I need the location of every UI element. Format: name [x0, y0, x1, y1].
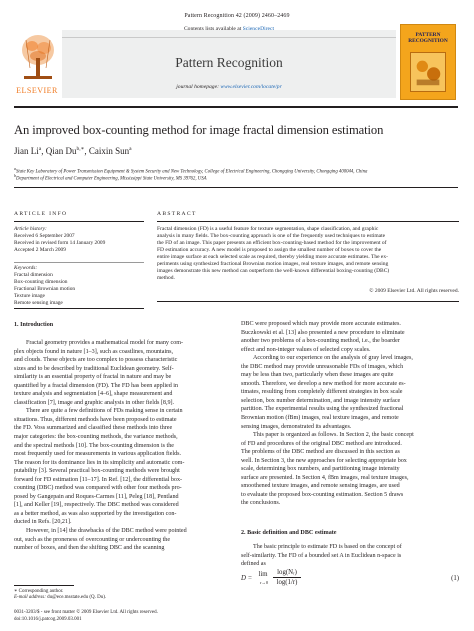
body-line: another two problems of a box-counting method, i.e., the boarder — [241, 338, 400, 345]
equation-lhs: D = — [241, 575, 253, 582]
body-line: similarity is an essential property of fractal in nature and may be — [14, 374, 172, 381]
body-line: and clouds. These objects are too complex to possess characteristic — [14, 357, 178, 364]
keyword: Remote sensing image — [14, 300, 63, 306]
author-mark: b,∗ — [76, 146, 85, 152]
footnote-rule — [14, 585, 74, 586]
body-line: most frequently used for measurements in various application fields. — [14, 451, 182, 458]
email-note — [14, 595, 106, 600]
body-line: situations. Thus, different methods have been proposed to estimate — [14, 416, 177, 423]
contents-prefix: Contents lists available at — [183, 26, 243, 32]
body-line: smooth. Therefore, we develop a new method for more accurate es- — [241, 380, 406, 387]
elsevier-logo[interactable] — [14, 30, 60, 98]
affiliation-mark: b — [14, 173, 16, 178]
email-label: E-mail address: — [14, 595, 48, 600]
affiliation-text: Department of Electrical and Computer Engineering, Mississippi State University, MS 39762, USA — [16, 176, 207, 182]
homepage-prefix: journal homepage: — [176, 84, 221, 90]
body-line: plex objects found in nature [1–3], such as coastlines, mountains, — [14, 348, 174, 355]
body-line: the DBC method may provide unreasonable FDs of images, which — [241, 363, 404, 370]
author-name[interactable]: Caixin Sun — [88, 146, 130, 156]
abstract-line: analysis in many fields. The box-counting approach is one of the frequently used techniques to estimate — [157, 232, 386, 239]
cover-art-icon — [410, 52, 446, 92]
section-body — [241, 543, 459, 569]
contents-line — [62, 26, 396, 32]
body-line: DBC were proposed which may provide more accurate estimates. — [241, 321, 401, 327]
article-info-divider — [14, 262, 144, 263]
body-line: smoothened texture images, and remote sensing images, are used — [241, 483, 400, 490]
abstract-bottom-rule — [157, 301, 459, 302]
keyword: Box-counting dimension — [14, 279, 68, 285]
body-line: may be less than two, particularly when these images are quite — [241, 372, 394, 379]
body-line: There are quite a few definitions of FDs making sense in certain — [26, 408, 183, 415]
section-heading: 2. Basic definition and DBC estimate — [241, 530, 337, 536]
abstract-line: images demonstrate this new method can outperform the well-known differential boxing-counting (DBC) — [157, 267, 390, 274]
author-mark: a — [38, 146, 42, 152]
abstract-line: the FD of an image. This paper presents an efficient box-counting-based method for the improvement of — [157, 239, 387, 246]
abstract-line: method. — [157, 274, 175, 281]
body-line: sensing images, demonstrated its advantages. — [241, 423, 352, 430]
body-line: major categories: the box-counting methods, the variance methods, — [14, 434, 178, 441]
body-line: According to our experience on the analysis of gray level images, — [253, 355, 413, 362]
body-line: This paper is organized as follows. In Section 2, the basic concept — [253, 432, 414, 439]
abstract-line: Fractal dimension (FD) is a useful feature for texture segmentation, shape classification, and graphic — [157, 226, 379, 232]
affiliation — [14, 173, 464, 182]
keyword: Texture image — [14, 293, 45, 299]
publisher-name: ELSEVIER — [16, 86, 58, 95]
section-body — [14, 339, 227, 553]
body-line: as a better method, as was also supported by the investigation con- — [14, 510, 177, 517]
elsevier-tree-icon — [18, 30, 58, 84]
equation-fraction — [273, 569, 301, 586]
equation-denominator: log(1/r) — [276, 579, 298, 586]
body-line: partition. The experimental results using the synthesized fractional — [241, 406, 404, 413]
body-line: defined as — [241, 561, 266, 568]
body-line: Buczkowski et al. [13] also presented a new procedure to eliminate — [241, 329, 405, 336]
body-line: texture analysis and segmentation [4–6], shape measurement and — [14, 391, 173, 398]
author-list: Jian Li$^a$, Qian $Du^{b,∗}$, Caixin Sun$^a$ — [14, 146, 132, 156]
body-line: sizes and to be described by traditional Euclidean geometry. Self- — [14, 365, 174, 372]
body-line: quantified by a fractal dimension (FD). The FD has been applied in — [14, 382, 179, 389]
journal-homepage — [62, 84, 396, 90]
copyright-notice: © 2009 Elsevier Ltd. All rights reserved. — [369, 288, 459, 294]
doi-link[interactable]: doi:10.1016/j.patcog.2009.03.001 — [14, 617, 82, 622]
corresponding-author-note: ∗ Corresponding author. — [14, 589, 64, 594]
body-line: of FD and procedures of the original DBC method are introduced. — [241, 440, 402, 447]
body-line: effect and non-integer values of selected copy scales. — [241, 346, 371, 353]
journal-title[interactable]: Pattern Recognition — [175, 55, 283, 70]
running-head: Pattern Recognition 42 (2009) 2460–2469 — [184, 13, 290, 19]
history-item: Received 6 September 2007 — [14, 233, 75, 239]
body-line: Fractal geometry provides a mathematical model for many com- — [26, 340, 184, 346]
author-name[interactable]: Jian Li — [14, 146, 39, 156]
abstract-line: periments using synthesized fractional Brownian motion images, real texture images, and remote sensing — [157, 260, 389, 267]
homepage-link[interactable]: www.elsevier.com/locate/pr — [220, 84, 282, 90]
journal-masthead — [14, 24, 458, 104]
body-line: The problems of the DBC method are discussed in this section as — [241, 449, 400, 456]
masthead-divider — [62, 37, 396, 38]
body-line: the FD. Voss summarized and classified these methods into three — [14, 425, 173, 432]
body-line: number of boxes, and then the shifting DBC and the scanning — [14, 545, 165, 552]
keywords-label: Keywords: — [14, 265, 38, 271]
body-line: However, in [14] the drawbacks of the DBC method were pointed — [26, 528, 187, 535]
cover-title: PATTERN RECOGNITION — [408, 32, 448, 44]
author-mark: a — [129, 146, 132, 152]
body-line: [1], and Keller [19], respectively. The DBC method was considered — [14, 502, 179, 509]
body-line: and the spectral methods [10]. The box-counting dimension is the — [14, 442, 174, 449]
abstract-body — [157, 226, 459, 282]
article-info-bottom-rule — [14, 308, 144, 309]
history-item: Accepted 2 March 2009 — [14, 247, 66, 253]
body-line: scale, determining box numbers, and partitioning image intensity — [241, 466, 400, 473]
equation-limit-subscript: r→0 — [259, 580, 269, 585]
body-line: forward for FD estimation [11–17]. In Ref. [12], the differential box- — [14, 476, 183, 483]
keyword: Fractional Brownian motion — [14, 286, 76, 292]
equation-limit: lim — [258, 571, 268, 578]
equation-1 — [241, 568, 459, 590]
body-line: putability [3]. Several practical box-counting methods were brought — [14, 468, 180, 475]
article-title: An improved box-counting method for image fractal dimension estimation — [14, 123, 384, 137]
body-line: well. In Section 3, the new approaches for selecting appropriate box — [241, 457, 407, 464]
body-line: to evaluate the proposed box-counting estimation. Section 5 draws — [241, 491, 404, 498]
body-line: the conclusions. — [241, 500, 281, 507]
body-line: The basic principle to estimate FD is based on the concept of — [253, 544, 402, 550]
equation-number: (1) — [451, 575, 459, 582]
abstract-heading: ABSTRACT — [157, 211, 197, 217]
body-line: classification [7], image and graphic analysis in other fields [8,9]. — [14, 399, 175, 406]
body-line: timates, resulting from completely different strategies in box scale — [241, 389, 403, 396]
affiliation-text: State Key Laboratory of Power Transmission Equipment & System Security and New Technology, College of Electrical Engineering, Chongqing University, Chongqing 400044, China — [16, 169, 368, 175]
article-info-rule — [14, 221, 144, 222]
body-line: surface are presented. In Section 4, fBm images, real texture images, — [241, 474, 409, 481]
author-name[interactable]: Qian Du — [45, 146, 77, 156]
body-line: counting (DBC) method was compared with other four methods pro- — [14, 485, 182, 492]
body-line: The reason for its dominance lies in its simplicity and automatic com- — [14, 459, 185, 466]
journal-cover-thumbnail[interactable] — [400, 24, 456, 100]
abstract-line: entire image surface at each selected scale as required, thereby yielding more accurate estimates. The ex- — [157, 253, 388, 260]
email-link[interactable]: du@ece.msstate.edu (Q. Du). — [47, 595, 107, 600]
title-rule — [14, 187, 458, 188]
article-info-heading: ARTICLE INFO — [14, 211, 68, 217]
body-line: posed by Gangepain and Roques-Carmes [11], Peleg [18], Pentland — [14, 493, 179, 500]
body-line: out, such as the proneness of overcounting or undercounting the — [14, 536, 171, 543]
abstract-line: FD estimation accuracy. A new model is proposed to assign the smallest number of boxes to cover the — [157, 246, 382, 253]
body-line: selection, box number determination, and image intensity surface — [241, 397, 401, 404]
body-line: Brownian motion (fBm) images, real texture images, and remote — [241, 415, 399, 422]
history-item: Received in revised form 14 January 2009 — [14, 240, 106, 246]
body-line: ducted in Refs. [20,21]. — [14, 519, 72, 526]
section-body — [241, 320, 459, 508]
sciencedirect-link[interactable]: ScienceDirect — [242, 26, 275, 32]
issn-line: 0031-3203/$ - see front matter © 2009 Elsevier Ltd. All rights reserved. — [14, 610, 158, 615]
abstract-rule — [157, 221, 459, 222]
equation-numerator: log(Nᵣ) — [273, 569, 301, 578]
body-line: self-similarity. The FD of a bounded set A in Euclidean n-space is — [241, 552, 402, 559]
keyword: Fractal dimension — [14, 272, 53, 278]
section-heading: 1. Introduction — [14, 322, 54, 328]
history-label: Article history: — [14, 226, 47, 232]
affiliation-mark: a — [14, 166, 16, 171]
header-rule — [14, 106, 458, 108]
